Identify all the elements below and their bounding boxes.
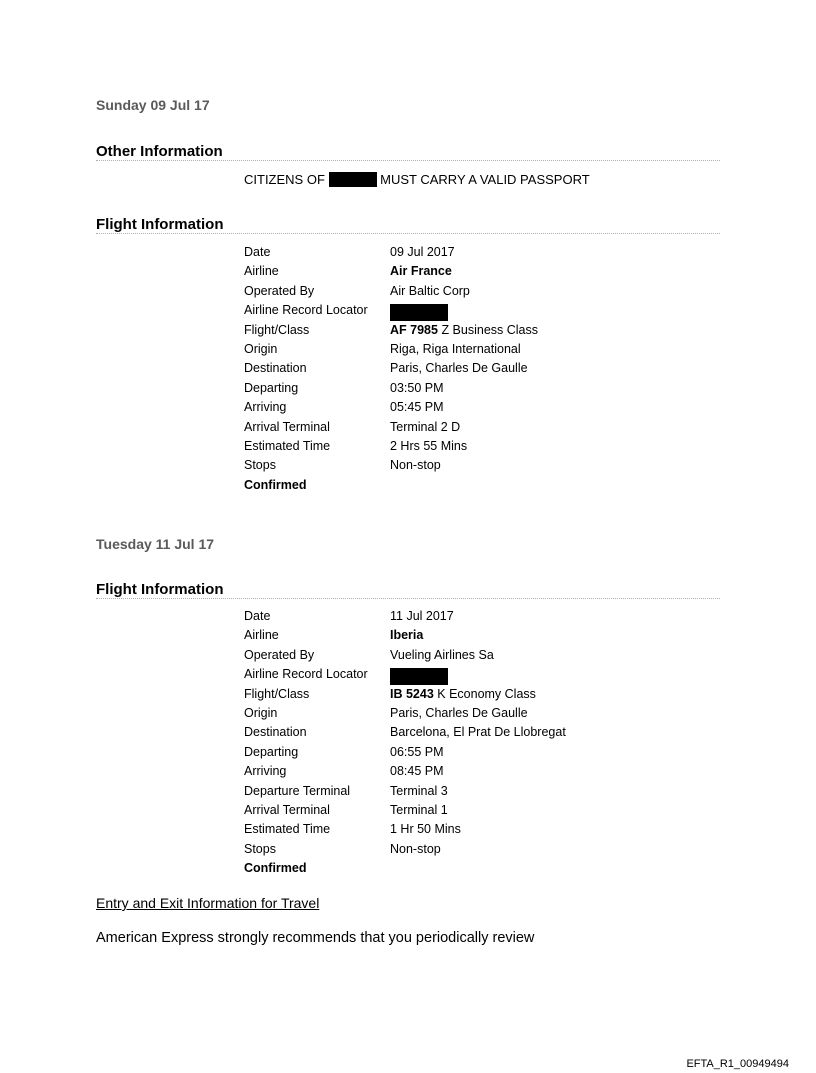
- row-value: Non-stop: [390, 458, 441, 473]
- row-value: Paris, Charles De Gaulle: [390, 705, 528, 720]
- row-value: Paris, Charles De Gaulle: [390, 361, 528, 376]
- detail-row-record-locator: [244, 667, 720, 686]
- detail-row-date: [244, 609, 720, 628]
- row-label: Departing: [244, 744, 299, 759]
- row-label: Arriving: [244, 400, 287, 415]
- row-value: 09 Jul 2017: [390, 245, 455, 259]
- row-value: Terminal 3: [390, 783, 448, 798]
- row-label: Airline Record Locator: [244, 303, 368, 318]
- passport-notice: [244, 172, 590, 187]
- detail-row-arrival-terminal: [244, 803, 720, 822]
- row-value: 1 Hr 50 Mins: [390, 822, 461, 837]
- detail-row-estimated-time: [244, 439, 720, 458]
- row-label: Arrival Terminal: [244, 419, 330, 434]
- row-value: Vueling Airlines Sa: [390, 647, 494, 662]
- row-value: Air Baltic Corp: [390, 283, 470, 298]
- detail-row-stops: [244, 842, 720, 861]
- detail-row-departure-terminal: [244, 784, 720, 803]
- recommendation-text: American Express strongly recommends that you periodically review: [96, 930, 535, 946]
- section-title-other-information: Other Information: [96, 143, 223, 160]
- document-id: EFTA_R1_00949494: [686, 1058, 789, 1070]
- row-label: Departure Terminal: [244, 783, 351, 798]
- notice-text-after: MUST CARRY A VALID PASSPORT: [380, 172, 590, 187]
- row-label: Operated By: [244, 283, 315, 298]
- row-label: Date: [244, 609, 271, 623]
- detail-row-destination: [244, 361, 720, 380]
- flight-number: AF 7985: [390, 322, 438, 337]
- day-heading: Sunday 09 Jul 17: [96, 97, 210, 113]
- section-title-flight-information: Flight Information: [96, 216, 224, 233]
- fare-class: K Economy Class: [437, 686, 536, 701]
- detail-row-date: [244, 245, 720, 264]
- flight-details-day1: [244, 245, 720, 497]
- row-label: Origin: [244, 341, 278, 356]
- row-value: 2 Hrs 55 Mins: [390, 438, 468, 453]
- detail-row-departing: [244, 745, 720, 764]
- detail-row-arriving: [244, 400, 720, 419]
- row-value: Non-stop: [390, 841, 441, 856]
- section-title-flight-information: Flight Information: [96, 581, 224, 598]
- redaction-block: [390, 304, 448, 321]
- row-value: 06:55 PM: [390, 744, 444, 759]
- detail-row-origin: [244, 342, 720, 361]
- row-label: Flight/Class: [244, 322, 310, 337]
- row-value: 03:50 PM: [390, 380, 444, 395]
- detail-row-operated-by: [244, 648, 720, 667]
- row-label: Airline: [244, 628, 279, 643]
- row-value: Iberia: [390, 628, 424, 643]
- detail-row-origin: [244, 706, 720, 725]
- detail-row-status: [244, 478, 720, 497]
- detail-row-arriving: [244, 764, 720, 783]
- detail-row-destination: [244, 725, 720, 744]
- row-label: Origin: [244, 705, 278, 720]
- row-value: 05:45 PM: [390, 400, 444, 415]
- detail-row-status: [244, 861, 720, 880]
- row-label: Flight/Class: [244, 686, 310, 701]
- row-label: Operated By: [244, 647, 315, 662]
- row-label: Arriving: [244, 764, 287, 779]
- row-label: Stops: [244, 841, 276, 856]
- row-label: Estimated Time: [244, 822, 331, 837]
- section-divider: [96, 160, 720, 161]
- row-value: 11 Jul 2017: [390, 609, 454, 623]
- row-value: [390, 687, 536, 702]
- row-value: Terminal 2 D: [390, 419, 461, 434]
- row-label: Airline Record Locator: [244, 667, 368, 682]
- detail-row-record-locator: [244, 303, 720, 322]
- section-divider: [96, 598, 720, 599]
- section-divider: [96, 233, 720, 234]
- booking-status: Confirmed: [244, 861, 307, 876]
- row-label: Date: [244, 245, 271, 259]
- row-value: Air France: [390, 264, 452, 279]
- detail-row-flight-class: [244, 323, 720, 342]
- entry-exit-info-link[interactable]: Entry and Exit Information for Travel: [96, 895, 320, 911]
- row-label: Destination: [244, 361, 307, 376]
- row-value: Terminal 1: [390, 802, 448, 817]
- row-label: Destination: [244, 725, 307, 740]
- row-value: Barcelona, El Prat De Llobregat: [390, 725, 566, 740]
- detail-row-arrival-terminal: [244, 420, 720, 439]
- row-label: Airline: [244, 264, 279, 279]
- row-label: Stops: [244, 458, 276, 473]
- detail-row-estimated-time: [244, 822, 720, 841]
- row-label: Departing: [244, 380, 299, 395]
- detail-row-stops: [244, 458, 720, 477]
- flight-details-day2: [244, 609, 720, 880]
- row-value: [390, 323, 538, 338]
- detail-row-flight-class: [244, 687, 720, 706]
- redaction-block: [329, 172, 377, 187]
- detail-row-airline: [244, 264, 720, 283]
- redaction-block: [390, 668, 448, 685]
- detail-row-airline: [244, 628, 720, 647]
- detail-row-operated-by: [244, 284, 720, 303]
- flight-number: IB 5243: [390, 686, 434, 701]
- detail-row-departing: [244, 381, 720, 400]
- booking-status: Confirmed: [244, 477, 307, 492]
- row-label: Arrival Terminal: [244, 802, 330, 817]
- row-value: Riga, Riga International: [390, 341, 521, 356]
- day-heading: Tuesday 11 Jul 17: [96, 536, 215, 552]
- fare-class: Z Business Class: [441, 322, 538, 337]
- notice-text-before: CITIZENS OF: [244, 172, 325, 187]
- row-value: 08:45 PM: [390, 764, 444, 779]
- row-label: Estimated Time: [244, 438, 331, 453]
